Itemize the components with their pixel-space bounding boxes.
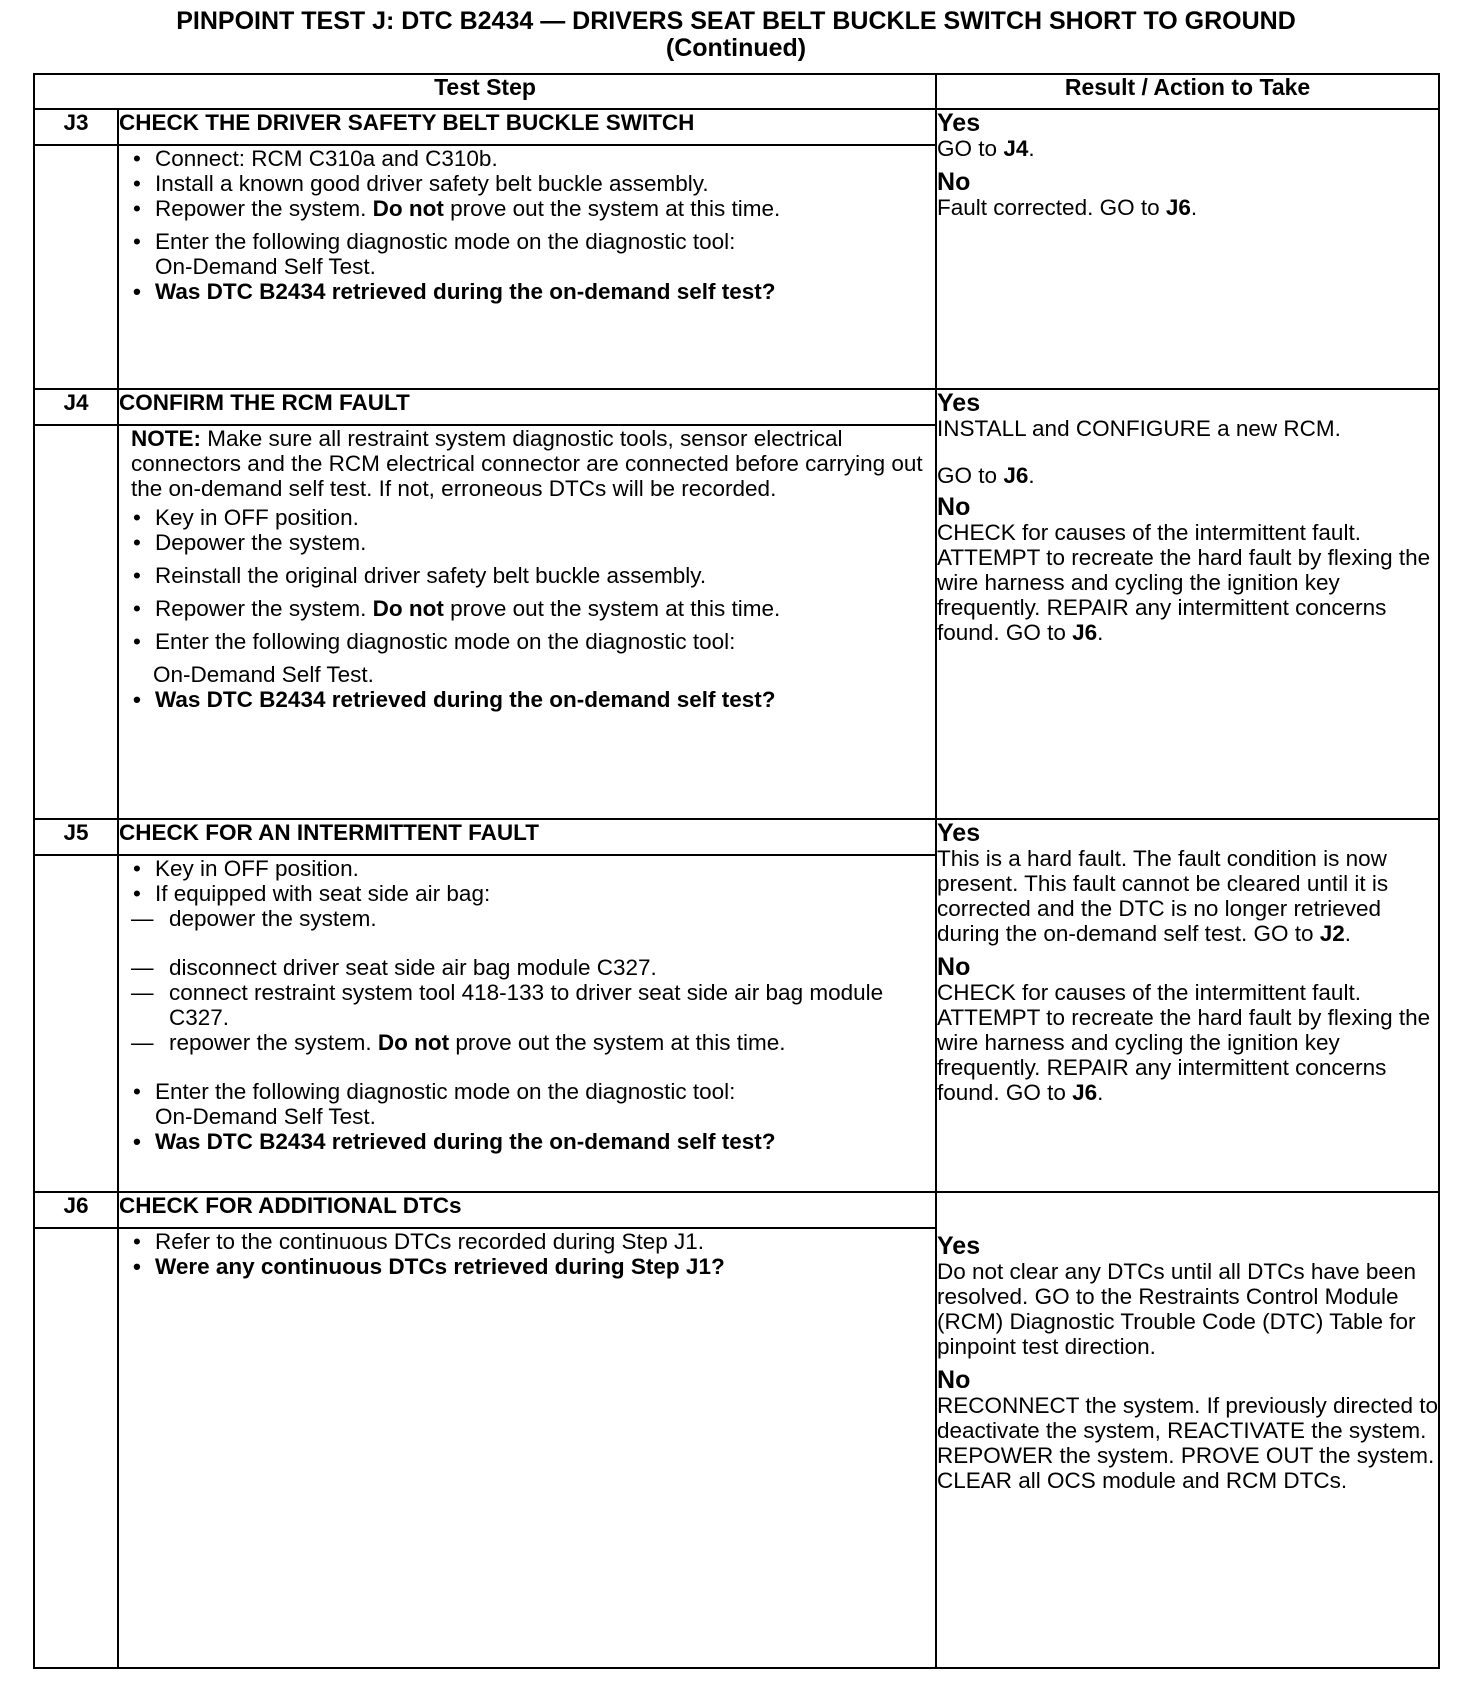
header-test-step: Test Step bbox=[34, 74, 936, 109]
j5-yes-label: Yes bbox=[937, 819, 981, 847]
sub-list-item: — disconnect driver seat side air bag module C327. bbox=[131, 955, 657, 980]
sub-list-item: — repower the system. Do not prove out the system at this time. bbox=[131, 1030, 786, 1055]
step-j3-id: J3 bbox=[34, 109, 118, 145]
step-j3-result bbox=[936, 109, 1439, 389]
list-item: • Refer to the continuous DTCs recorded during Step J1. bbox=[133, 1229, 705, 1254]
j5-no-action: CHECK for causes of the intermittent fault. ATTEMPT to recreate the hard fault by flexing the wire harness and cycling the ignition key frequently. REPAIR any intermittent concerns found. GO to J6. bbox=[937, 980, 1431, 1105]
page-title bbox=[0, 8, 1472, 62]
step-j5-spacer bbox=[34, 855, 118, 1192]
step-j5-id: J5 bbox=[34, 819, 118, 855]
step-j4-title-row bbox=[34, 389, 1439, 425]
step-j4-result bbox=[936, 389, 1439, 819]
list-item: • Key in OFF position. bbox=[133, 505, 359, 530]
step-j3-body bbox=[118, 145, 936, 389]
step-j5-title-row bbox=[34, 819, 1439, 855]
list-item: • Repower the system. Do not prove out the system at this time. bbox=[133, 596, 781, 621]
step-j6-result bbox=[936, 1192, 1439, 1668]
j3-yes-label: Yes bbox=[937, 109, 981, 137]
step-j4-spacer bbox=[34, 425, 118, 819]
j5-no-label: No bbox=[937, 953, 971, 981]
j4-note: NOTE: Make sure all restraint system diagnostic tools, sensor electrical connectors and the RCM electrical connector are connected before carrying out the on-demand self test. If not, erroneous DTCs will be recorded. bbox=[131, 426, 923, 501]
step-j6-title: CHECK FOR ADDITIONAL DTCs bbox=[118, 1192, 936, 1228]
j4-yes-goto: GO to J6. bbox=[937, 463, 1035, 488]
sub-list-item: — connect restraint system tool 418-133 to driver seat side air bag module C327. bbox=[131, 980, 884, 1030]
step-j3-title-row bbox=[34, 109, 1439, 145]
header-result: Result / Action to Take bbox=[936, 74, 1439, 109]
step-j4-title: CONFIRM THE RCM FAULT bbox=[118, 389, 936, 425]
title-line-1: PINPOINT TEST J: DTC B2434 — DRIVERS SEAT BELT BUCKLE SWITCH SHORT TO GROUND bbox=[176, 7, 1296, 35]
j5-yes-action: This is a hard fault. The fault condition is now present. This fault cannot be cleared until it is corrected and the DTC is no longer retrieved during the on-demand self test. GO to J2. bbox=[937, 846, 1389, 946]
step-j5-title: CHECK FOR AN INTERMITTENT FAULT bbox=[118, 819, 936, 855]
list-item: • Was DTC B2434 retrieved during the on-demand self test? bbox=[133, 687, 776, 712]
j6-no-action: RECONNECT the system. If previously directed to deactivate the system, REACTIVATE the system. REPOWER the system. PROVE OUT the system. CLEAR all OCS module and RCM DTCs. bbox=[937, 1393, 1439, 1493]
step-j5-body bbox=[118, 855, 936, 1192]
j6-yes-action: Do not clear any DTCs until all DTCs have been resolved. GO to the Restraints Control Module (RCM) Diagnostic Trouble Code (DTC) Table for pinpoint test direction. bbox=[937, 1259, 1416, 1359]
j4-no-action: CHECK for causes of the intermittent fault. ATTEMPT to recreate the hard fault by flexing the wire harness and cycling the ignition key frequently. REPAIR any intermittent concerns found. GO to J6. bbox=[937, 520, 1431, 645]
list-item: • Enter the following diagnostic mode on the diagnostic tool: On-Demand Self Test. bbox=[133, 229, 736, 279]
list-item: • Connect: RCM C310a and C310b. bbox=[133, 146, 498, 171]
list-item: • Key in OFF position. bbox=[133, 856, 359, 881]
j4-yes-action: INSTALL and CONFIGURE a new RCM. bbox=[937, 416, 1341, 441]
j3-no-label: No bbox=[937, 168, 971, 196]
list-item: • Reinstall the original driver safety belt buckle assembly. bbox=[133, 563, 707, 588]
step-j6-spacer bbox=[34, 1228, 118, 1668]
list-item: • Depower the system. bbox=[133, 530, 367, 555]
title-line-2: (Continued) bbox=[665, 34, 807, 62]
sub-list-item: — depower the system. bbox=[131, 906, 377, 931]
j6-yes-label: Yes bbox=[937, 1232, 981, 1260]
step-j4-id: J4 bbox=[34, 389, 118, 425]
step-j4-body bbox=[118, 425, 936, 819]
header-row bbox=[34, 74, 1439, 109]
step-j6-body bbox=[118, 1228, 936, 1668]
step-j5-result bbox=[936, 819, 1439, 1192]
pinpoint-test-table bbox=[33, 73, 1440, 1669]
step-j6-id: J6 bbox=[34, 1192, 118, 1228]
j4-yes-label: Yes bbox=[937, 389, 981, 417]
j3-no-action: Fault corrected. GO to J6. bbox=[937, 195, 1198, 220]
j6-no-label: No bbox=[937, 1366, 971, 1394]
step-j3-spacer bbox=[34, 145, 118, 389]
list-item: • If equipped with seat side air bag: — depower the system. — disconnect driver seat side air bag module C327. — connect restraint system tool 418-133 to driver seat side air bag module C327. — repower the system. Do not prove out the system at this time. bbox=[119, 881, 935, 1055]
list-item: • Enter the following diagnostic mode on the diagnostic tool: On-Demand Self Test. bbox=[133, 629, 736, 687]
list-item: • Was DTC B2434 retrieved during the on-demand self test? bbox=[133, 1129, 776, 1154]
list-item: • Repower the system. Do not prove out the system at this time. bbox=[133, 196, 781, 221]
list-item: • Enter the following diagnostic mode on the diagnostic tool: On-Demand Self Test. bbox=[133, 1079, 736, 1129]
j3-yes-action: GO to J4. bbox=[937, 136, 1035, 161]
step-j3-title: CHECK THE DRIVER SAFETY BELT BUCKLE SWITCH bbox=[118, 109, 936, 145]
list-item: • Was DTC B2434 retrieved during the on-demand self test? bbox=[133, 279, 776, 304]
j4-no-label: No bbox=[937, 493, 971, 521]
list-item: • Were any continuous DTCs retrieved during Step J1? bbox=[133, 1254, 725, 1279]
list-item: • Install a known good driver safety belt buckle assembly. bbox=[133, 171, 709, 196]
step-j6-title-row bbox=[34, 1192, 1439, 1228]
